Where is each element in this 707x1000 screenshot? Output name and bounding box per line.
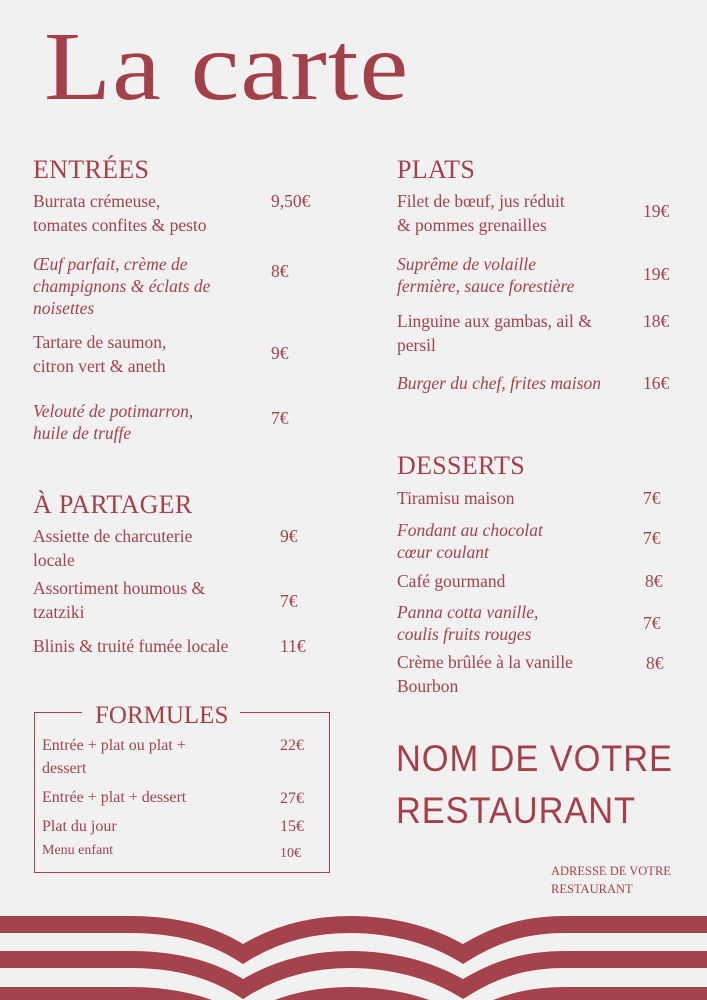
- formule-price: 10€: [280, 846, 301, 861]
- menu-item-name: Œuf parfait, crème de champignons & éclats de noisettes: [33, 254, 211, 318]
- menu-item-price: 7€: [643, 488, 661, 508]
- menu-item-price: 9€: [271, 343, 289, 363]
- menu-item-price: 19€: [643, 264, 670, 284]
- menu-item-name: Burrata crémeuse, tomates confites & pesto: [33, 191, 207, 235]
- menu-item-price: 11€: [280, 636, 306, 656]
- formule-name: Entrée + plat ou plat + dessert: [42, 737, 186, 777]
- menu-item-name: Linguine aux gambas, ail & persil: [397, 311, 592, 355]
- formule-name: Menu enfant: [42, 843, 114, 858]
- menu-item-price: 8€: [271, 261, 289, 281]
- menu-item-price: 7€: [643, 613, 661, 633]
- menu-item-price: 8€: [645, 571, 663, 591]
- formule-name: Entrée + plat + dessert: [42, 789, 187, 806]
- menu-item-name: Panna cotta vanille, coulis fruits rouges: [397, 602, 539, 644]
- formule-price: 15€: [280, 818, 304, 835]
- section-heading-a-partager: À PARTAGER: [33, 490, 193, 519]
- section-heading-desserts: DESSERTS: [397, 451, 525, 480]
- menu-item-name: Filet de bœuf, jus réduit & pommes grenailles: [397, 191, 565, 235]
- menu-item-price: 18€: [643, 311, 670, 331]
- menu-item-name: Suprême de volaille fermière, sauce forestière: [397, 254, 575, 296]
- section-heading-entrees: ENTRÉES: [33, 155, 150, 184]
- menu-item-name: Blinis & truité fumée locale: [33, 636, 229, 656]
- formule-price: 22€: [280, 737, 304, 754]
- page-title: La carte: [44, 13, 410, 121]
- menu-item-name: Fondant au chocolat cœur coulant: [397, 520, 543, 562]
- menu-item-price: 9€: [280, 526, 298, 546]
- formule-price: 27€: [280, 790, 304, 807]
- menu-item-name: Crème brûlée à la vanille Bourbon: [397, 652, 573, 696]
- menu-item-price: 7€: [280, 591, 298, 611]
- formule-name: Plat du jour: [42, 818, 117, 835]
- menu-item-price: 8€: [646, 653, 664, 673]
- menu-item-name: Assortiment houmous & tzatziki: [33, 578, 206, 622]
- menu-item-name: Burger du chef, frites maison: [397, 373, 601, 393]
- wave-stripes-icon: [0, 900, 707, 1000]
- menu-item-name: Velouté de potimarron, huile de truffe: [33, 401, 194, 443]
- restaurant-name: NOM DE VOTRE RESTAURANT: [396, 738, 673, 831]
- menu-item-price: 19€: [643, 201, 670, 221]
- menu-item-price: 9,50€: [271, 191, 311, 211]
- restaurant-address: ADRESSE DE VOTRE RESTAURANT: [551, 864, 671, 896]
- section-heading-formules: FORMULES: [82, 703, 240, 729]
- menu-item-name: Assiette de charcuterie locale: [33, 526, 193, 570]
- section-heading-plats: PLATS: [397, 155, 476, 184]
- menu-item-name: Tiramisu maison: [397, 488, 515, 508]
- menu-item-price: 16€: [643, 373, 670, 393]
- menu-item-price: 7€: [271, 408, 289, 428]
- menu-item-price: 7€: [643, 528, 661, 548]
- menu-item-name: Tartare de saumon, citron vert & aneth: [33, 332, 167, 376]
- menu-item-name: Café gourmand: [397, 571, 506, 591]
